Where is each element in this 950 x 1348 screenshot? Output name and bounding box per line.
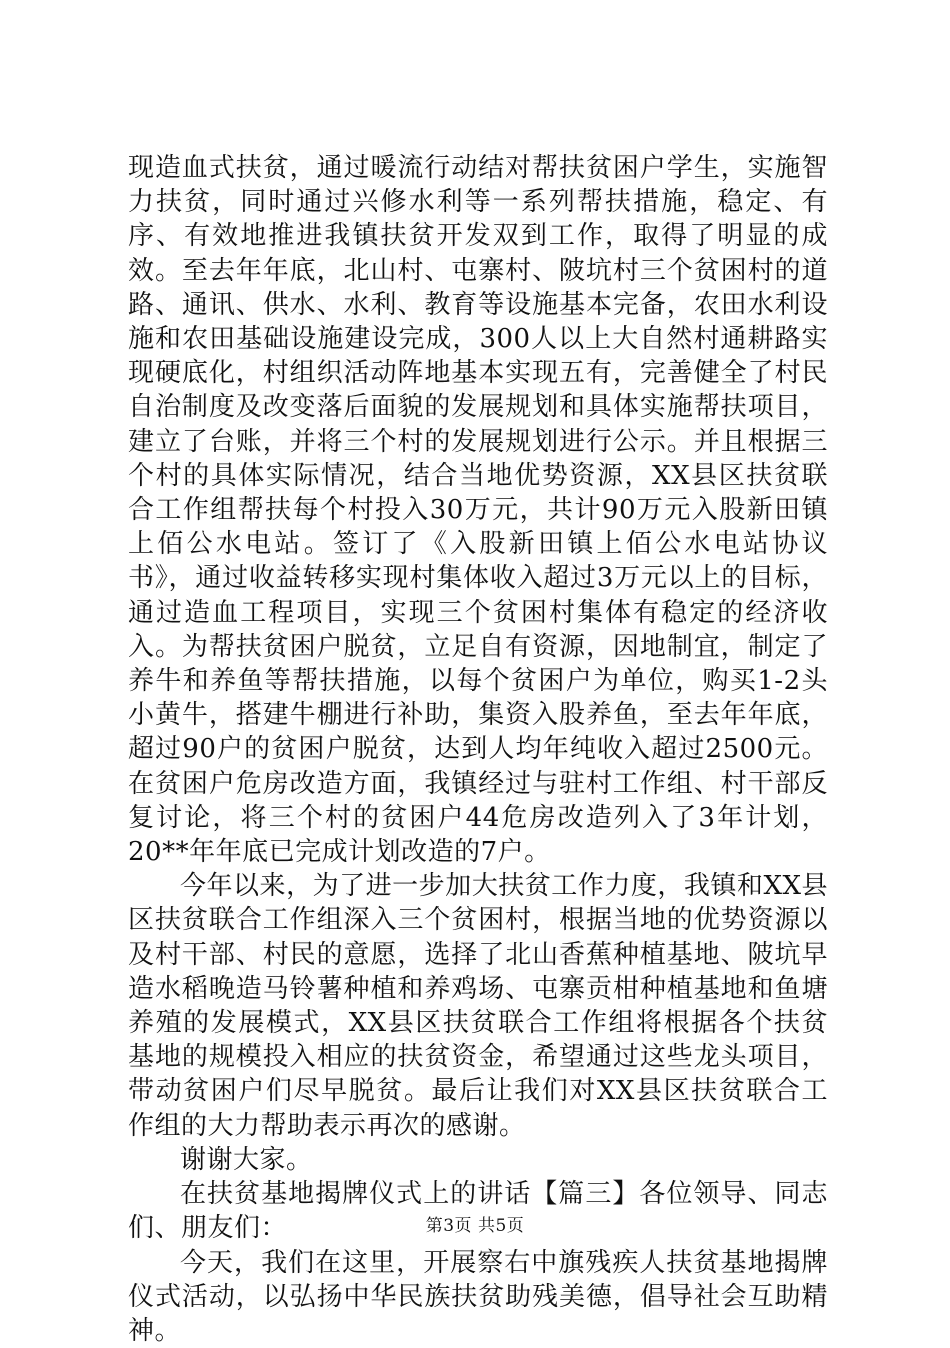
page-footer — [0, 1216, 950, 1236]
document-body — [128, 151, 828, 1348]
page-number-label: 第3页 共5页 — [426, 1216, 525, 1236]
paragraph-this-year: 今年以来，为了进一步加大扶贫工作力度，我镇和XX县区扶贫联合工作组深入三个贫困村，根据当地的优势资源以及村干部、村民的意愿，选择了北山香蕉种植基地、陂坑早造水稻晚造马铃薯种植和养鸡场、屯寨贡柑种植基地和鱼塘养殖的发展模式，XX县区扶贫联合工作组将根据各个扶贫基地的规模投入相应的扶贫资金，希望通过这些龙头项目，带动贫困户们尽早脱贫。最后让我们对XX县区扶贫联合工作组的大力帮助表示再次的感谢。 — [128, 869, 828, 1143]
paragraph-section-three: 在扶贫基地揭牌仪式上的讲话【篇三】各位领导、同志们、朋友们： — [128, 1177, 828, 1245]
paragraph-thanks: 谢谢大家。 — [128, 1143, 828, 1177]
paragraph-continuation: 现造血式扶贫，通过暖流行动结对帮扶贫困户学生，实施智力扶贫，同时通过兴修水利等一系列帮扶措施，稳定、有序、有效地推进我镇扶贫开发双到工作，取得了明显的成效。至去年年底，北山村、屯寨村、陂坑村三个贫困村的道路、通讯、供水、水利、教育等设施基本完备，农田水利设施和农田基础设施建设完成，300人以上大自然村通耕路实现硬底化，村组织活动阵地基本实现五有，完善健全了村民自治制度及改变落后面貌的发展规划和具体实施帮扶项目，建立了台账，并将三个村的发展规划进行公示。并且根据三个村的具体实际情况，结合当地优势资源，XX县区扶贫联合工作组帮扶每个村投入30万元，共计90万元入股新田镇上佰公水电站。签订了《入股新田镇上佰公水电站协议书》，通过收益转移实现村集体收入超过3万元以上的目标，通过造血工程项目，实现三个贫困村集体有稳定的经济收入。为帮扶贫困户脱贫，立足自有资源，因地制宜，制定了养牛和养鱼等帮扶措施，以每个贫困户为单位，购买1-2头小黄牛，搭建牛棚进行补助，集资入股养鱼，至去年年底，超过90户的贫困户脱贫，达到人均年纯收入超过2500元。在贫困户危房改造方面，我镇经过与驻村工作组、村干部反复讨论，将三个村的贫困户44危房改造列入了3年计划，20**年年底已完成计划改造的7户。 — [128, 151, 828, 869]
paragraph-today: 今天，我们在这里，开展察右中旗残疾人扶贫基地揭牌仪式活动，以弘扬中华民族扶贫助残美德，倡导社会互助精神。 — [128, 1246, 828, 1348]
